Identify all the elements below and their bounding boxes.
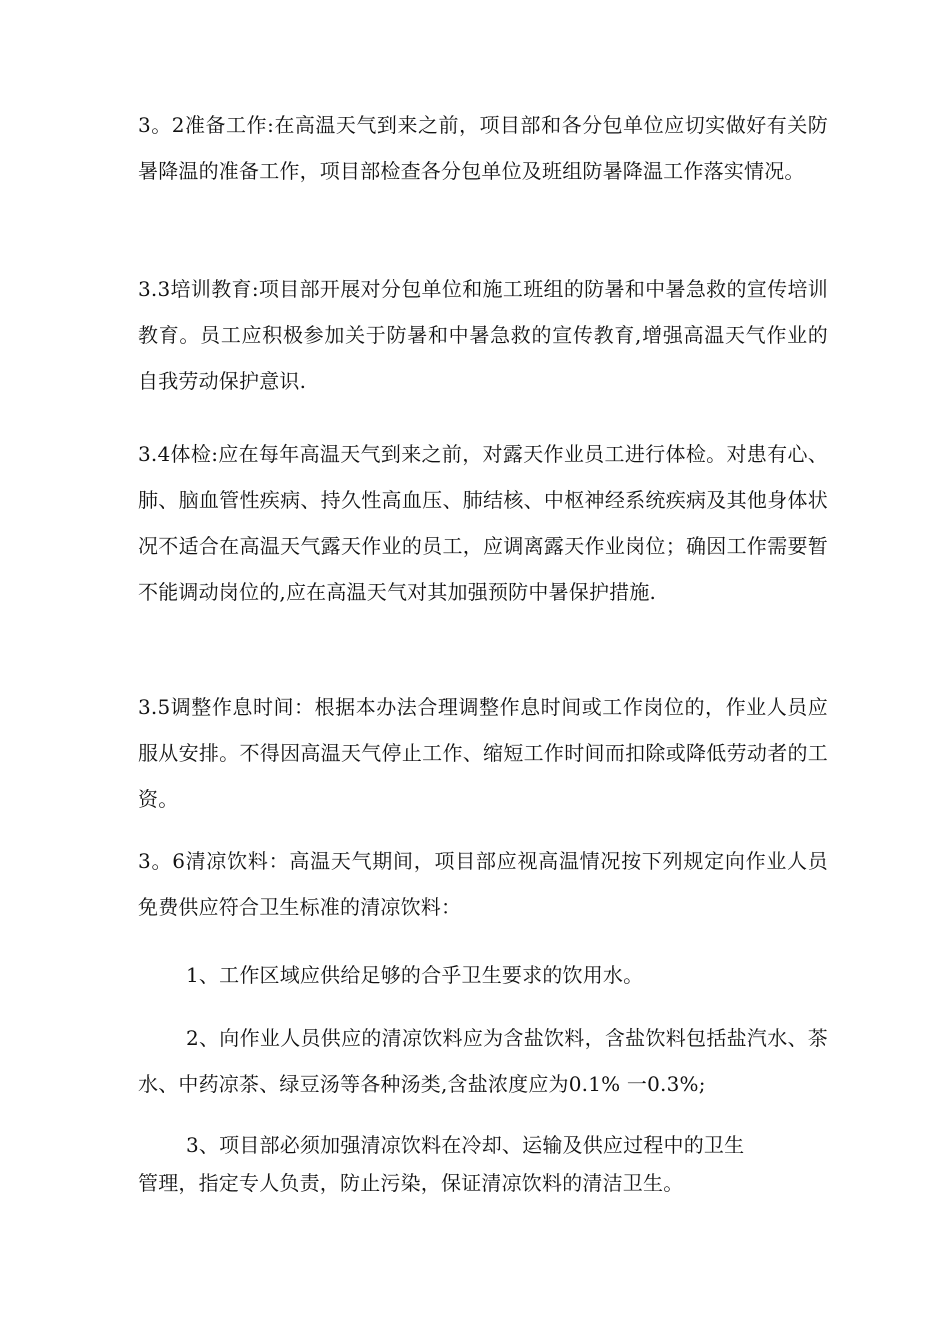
paragraph-3-2-preparation: 3。2准备工作:在高温天气到来之前，项目部和各分包单位应切实做好有关防暑降温的准备工作，项目部检查各分包单位及班组防暑降温工作落实情况。 [138, 113, 828, 183]
list-item-2-salt-drinks: 2、向作业人员供应的清凉饮料应为含盐饮料，含盐饮料包括盐汽水、茶水、中药凉茶、绿豆汤等各种汤类,含盐浓度应为0.1% 一0.3%; [138, 1026, 828, 1096]
list-item-3-line-1: 3、项目部必须加强清凉饮料在冷却、运输及供应过程中的卫生 [186, 1133, 745, 1157]
list-item-1-drinking-water: 1、工作区域应供给足够的合乎卫生要求的饮用水。 [186, 963, 644, 987]
paragraph-3-5-work-schedule: 3.5调整作息时间：根据本办法合理调整作息时间或工作岗位的，作业人员应服从安排。不得因高温天气停止工作、缩短工作时间而扣除或降低劳动者的工资。 [138, 695, 828, 811]
paragraph-3-3-training: 3.3培训教育:项目部开展对分包单位和施工班组的防暑和中暑急救的宣传培训教育。员工应积极参加关于防暑和中暑急救的宣传教育,增强高温天气作业的自我劳动保护意识. [138, 277, 828, 393]
paragraph-3-4-physical-exam: 3.4体检:应在每年高温天气到来之前，对露天作业员工进行体检。对患有心、肺、脑血管性疾病、持久性高血压、肺结核、中枢神经系统疾病及其他身体状况不适合在高温天气露天作业的员工，应调离露天作业岗位；确因工作需要暂不能调动岗位的,应在高温天气对其加强预防中暑保护措施. [138, 442, 828, 604]
paragraph-3-6-cool-drinks: 3。6清凉饮料：高温天气期间，项目部应视高温情况按下列规定向作业人员免费供应符合卫生标准的清凉饮料： [138, 849, 828, 919]
list-item-3-line-2: 管理，指定专人负责，防止污染，保证清凉饮料的清洁卫生。 [138, 1171, 684, 1195]
